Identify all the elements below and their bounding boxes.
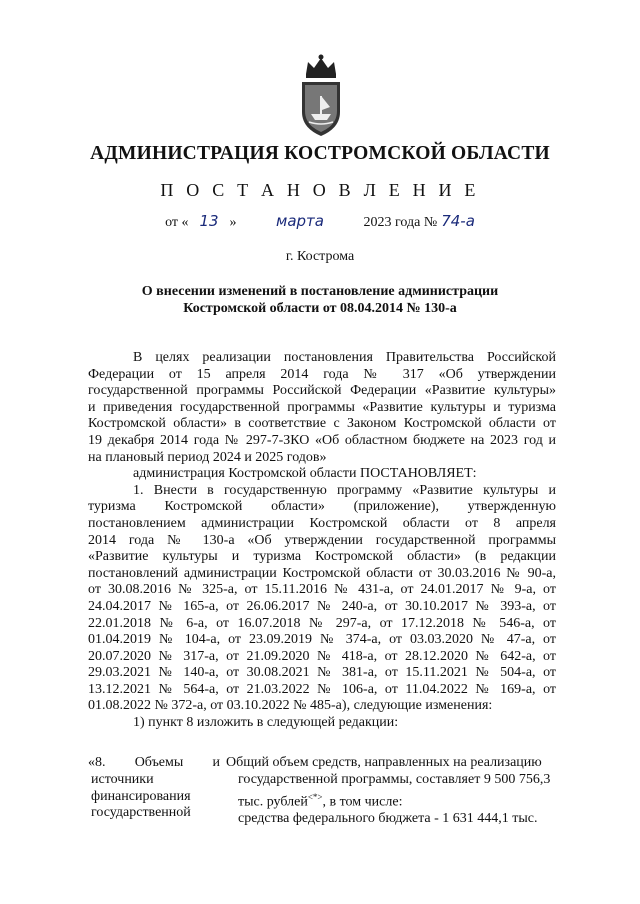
body-line: «Развитие культуры и туризма Костромской области» (в редакции (88, 549, 556, 565)
body-line: 2014 года № 130-а «Об утверждении государственной программы (88, 532, 556, 548)
table-label-text: Объемы (134, 755, 184, 770)
subject-title (0, 283, 640, 317)
table-value-line (226, 755, 560, 772)
date-prefix: от « (165, 215, 189, 230)
date-line (0, 212, 640, 231)
date-year: 2023 года (363, 215, 421, 230)
coat-of-arms-emblem (296, 52, 346, 138)
table-value-line: государственной программы, составляет 9 500 756,3 (238, 771, 551, 787)
body-line: на плановый период 2024 и 2025 годов» (88, 449, 327, 465)
body-line: туризма Костромской области» (приложение), утвержденную (88, 499, 556, 515)
date-sep: » (229, 215, 237, 230)
table-value-column (226, 755, 560, 828)
table-value-line: средства федерального бюджета - 1 631 444,1 тыс. (238, 811, 538, 827)
document-number: 74-а (441, 212, 475, 230)
body-line: 1) пункт 8 изложить в следующей редакции: (133, 715, 399, 731)
body-line: 01.08.2022 № 372-а, от 03.10.2022 № 485-а), следующие изменения: (88, 698, 493, 714)
table-label-text: «8. (88, 755, 106, 770)
body-line: государственной программы Российской Федерации «Развитие культуры» (88, 383, 556, 399)
footnote-mark: <*> (307, 791, 323, 802)
city: г. Кострома (285, 249, 355, 264)
body-line: В целях реализации постановления Правительства Российской (133, 350, 556, 365)
table-label-line: государственной (91, 805, 191, 821)
table-label-text: и (212, 755, 220, 770)
body-line: 01.04.2019 № 104-а, от 23.09.2019 № 374-а, от 03.03.2020 № 47-а, от (88, 632, 556, 648)
body-line: 1. Внести в государственную программу «Развитие культуры и (133, 482, 556, 498)
body-line: постановлений администрации Костромской области от 30.03.2016 № 90-а, (88, 565, 556, 581)
table-value-text: Общий объем средств, направленных на реализацию (226, 755, 542, 770)
table-label-line (88, 755, 220, 772)
table-value-text: тыс. рублей (238, 794, 308, 810)
body-line: 20.07.2020 № 317-а, от 21.09.2020 № 418-а, от 28.12.2020 № 642-а, от (88, 648, 556, 664)
table-value-line (226, 789, 560, 811)
body-line: 29.03.2021 № 140-а, от 30.08.2021 № 381-а, от 15.11.2021 № 504-а, от (88, 665, 556, 681)
body-text (88, 350, 556, 732)
subject-line: О внесении изменений в постановление администрации (141, 284, 499, 299)
organization-title: АДМИНИСТРАЦИЯ КОСТРОМСКОЙ ОБЛАСТИ (90, 143, 550, 164)
body-line: Костромской области» в соответствие с Законом Костромской области от (88, 416, 556, 432)
body-line: 22.01.2018 № 6-а, от 16.07.2018 № 297-а, от 17.12.2018 № 546-а, от (88, 615, 556, 631)
document-type: П О С Т А Н О В Л Е Н И Е (160, 180, 480, 200)
body-line: администрация Костромской области ПОСТАНОВЛЯЕТ: (133, 466, 477, 482)
body-line: Федерации от 15 апреля 2014 года № 317 «Об утверждении (88, 366, 556, 382)
body-line: и приведения государственной программы «Развитие культуры и туризма (88, 399, 556, 415)
subject-line: Костромской области от 08.04.2014 № 130-а (183, 301, 457, 316)
number-prefix: № (423, 215, 438, 230)
date-day: 13 (199, 212, 219, 230)
body-line: 13.12.2021 № 564-а, от 21.03.2022 № 106-а, от 11.04.2022 № 169-а, от (88, 681, 556, 697)
body-line: 19 декабря 2014 года № 297-7-ЗКО «Об областном бюджете на 2023 год и (88, 432, 556, 448)
body-line: от 30.08.2016 № 325-а, от 15.11.2016 № 431-а, от 24.01.2017 № 9-а, от (88, 582, 556, 598)
table-value-text: , в том числе: (322, 794, 403, 810)
body-line: 24.04.2017 № 165-а, от 26.06.2017 № 240-а, от 30.10.2017 № 393-а, от (88, 598, 556, 614)
body-line: постановлением администрации Костромской области от 8 апреля (88, 515, 556, 531)
table-label-column (88, 755, 220, 822)
table-label-line: источники (91, 771, 154, 787)
table-label-line: финансирования (91, 788, 191, 804)
date-month: марта (276, 212, 324, 230)
